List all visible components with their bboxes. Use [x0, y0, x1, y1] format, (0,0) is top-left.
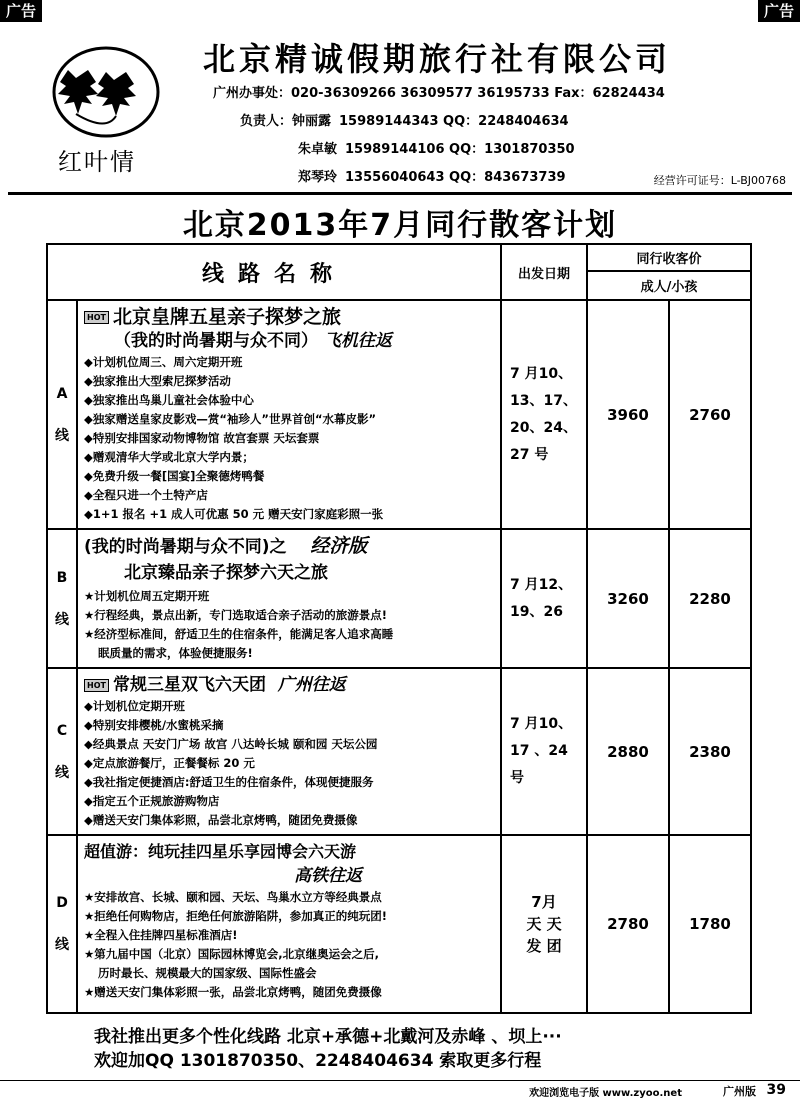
route-subtitle: （我的时尚暑期与众不同） 飞机往返	[114, 331, 392, 351]
website-link: 欢迎浏览电子版 www.zyoo.net	[529, 1088, 682, 1099]
feature: 历时最长、规模最大的国家级、国际性盛会	[98, 966, 317, 980]
feature: ★赠送天安门集体彩照一张，品尝北京烤鸭，随团免费摄像	[84, 985, 382, 999]
route-title: HOT 北京皇牌五星亲子探梦之旅	[84, 305, 494, 329]
line-label	[47, 835, 77, 1013]
feature: ★安排故宫、长城、颐和园、天坛、鸟巢水立方等经典景点	[84, 890, 382, 904]
route-cell	[77, 668, 501, 835]
route-subtitle: 北京臻品亲子探梦六天之旅	[124, 563, 328, 583]
feature: ◆定点旅游餐厅，正餐餐标 20 元	[84, 756, 255, 770]
route-cell	[77, 300, 501, 529]
line-letter: A	[56, 385, 68, 402]
col-date-header: 出发日期	[501, 244, 587, 300]
feature: ★第九届中国（北京）国际园林博览会,北京继奥运会之后,	[84, 947, 380, 961]
contact-phones: 15989144106 QQ：1301870350	[345, 142, 575, 157]
table-header-row	[47, 244, 751, 271]
line-letter: B	[56, 569, 68, 586]
departure-dates: 7 月10、 13、17、 20、24、 27 号	[501, 300, 587, 529]
line-suffix: 线	[55, 937, 69, 953]
footer-routes: 我社推出更多个性化线路 北京+承德+北戴河及赤峰 、坝上···	[94, 1027, 562, 1047]
child-price: 2380	[669, 668, 751, 835]
route-cell	[77, 529, 501, 668]
adult-price: 3960	[587, 300, 669, 529]
company-header	[8, 22, 792, 195]
col-price-subheader: 成人/小孩	[587, 271, 751, 300]
line-label	[47, 668, 77, 835]
feature: ◆1+1 报名 +1 成人可优惠 50 元 赠天安门家庭彩照一张	[84, 507, 384, 521]
contact-2	[298, 138, 575, 157]
table-row	[47, 529, 751, 668]
feature: ★拒绝任何购物店，拒绝任何旅游陷阱，参加真正的纯玩团!	[84, 909, 388, 923]
route-subtitle: 高铁往返	[294, 866, 362, 886]
contact-3	[298, 166, 566, 185]
departure-dates: 7 月10、 17 、24 号	[501, 668, 587, 835]
contact-name: 负责人：钟丽露	[240, 114, 332, 129]
edition-label: 广州版	[723, 1085, 756, 1098]
ad-label-left: 广告	[0, 0, 42, 22]
tour-plan-table	[46, 243, 752, 1014]
page-title: 北京2013年7月同行散客计划	[182, 208, 618, 243]
feature: 眠质量的需求，体验便捷服务!	[98, 646, 253, 660]
contact-phones: 15989144343 QQ：2248404634	[339, 114, 569, 129]
col-route-header: 线路名称	[47, 244, 501, 300]
route-title: HOT 常规三星双飞六天团 广州往返	[84, 673, 494, 697]
page-number: 39	[766, 1082, 786, 1098]
feature: ◆经典景点 天安门广场 故宫 八达岭长城 颐和园 天坛公园	[84, 737, 378, 751]
route-title: (我的时尚暑期与众不同)之 经济版	[84, 535, 368, 557]
feature: ◆计划机位周三、周六定期开班	[84, 355, 243, 369]
line-letter: C	[56, 722, 68, 739]
route-title: 超值游：纯玩挂四星乐享园博会六天游	[84, 842, 357, 861]
feature: ★经济型标准间，舒适卫生的住宿条件，能满足客人追求高睡	[84, 627, 394, 641]
feature: ★全程入住挂牌四星标准酒店!	[84, 928, 238, 942]
feature: ◆赠观清华大学或北京大学内景；	[84, 450, 254, 464]
child-price: 2760	[669, 300, 751, 529]
departure-dates: 7 月12、 19、26	[501, 529, 587, 668]
feature: ★行程经典，景点出新，专门选取适合亲子活动的旅游景点!	[84, 608, 388, 622]
adult-price: 2780	[587, 835, 669, 1013]
line-label	[47, 529, 77, 668]
feature: ◆赠送天安门集体彩照，品尝北京烤鸭，随团免费摄像	[84, 813, 358, 827]
footer-qq: 欢迎加QQ 1301870350、2248404634 索取更多行程	[94, 1051, 542, 1071]
feature: ◆指定五个正规旅游购物店	[84, 794, 220, 808]
feature: ◆特别安排樱桃/水蜜桃采摘	[84, 718, 224, 732]
hot-badge-icon: HOT	[84, 679, 109, 692]
feature: ◆独家推出大型索尼探梦活动	[84, 374, 231, 388]
child-price: 2280	[669, 529, 751, 668]
feature: ◆独家推出鸟巢儿童社会体验中心	[84, 393, 254, 407]
feature: ◆特别安排国家动物博物馆 故宫套票 天坛套票	[84, 431, 320, 445]
table-row	[47, 668, 751, 835]
office-contact: 广州办事处：020-36309266 36309577 36195733 Fax：62824434	[213, 86, 665, 101]
license-number: 经营许可证号：L-BJ00768	[653, 174, 786, 187]
feature: ◆计划机位定期开班	[84, 699, 185, 713]
contact-name: 朱卓敏	[298, 142, 338, 157]
feature: ◆免费升级一餐[国宴]全聚德烤鸭餐	[84, 469, 265, 483]
line-label	[47, 300, 77, 529]
col-price-header: 同行收客价	[587, 244, 751, 271]
feature: ★计划机位周五定期开班	[84, 589, 210, 603]
line-suffix: 线	[55, 427, 69, 444]
feature: ◆独家赠送皇家皮影戏—赏“袖珍人”世界首创“水幕皮影”	[84, 412, 377, 426]
contact-phones: 13556040643 QQ：843673739	[345, 170, 566, 185]
company-name: 北京精诚假期旅行社有限公司	[203, 40, 672, 78]
adult-price: 3260	[587, 529, 669, 668]
route-cell	[77, 835, 501, 1013]
logo-text: 红叶情	[58, 148, 136, 176]
line-letter: D	[56, 895, 68, 911]
child-price: 1780	[669, 835, 751, 1013]
contact-1	[240, 110, 569, 129]
line-suffix: 线	[55, 611, 69, 628]
page-footer	[0, 1080, 800, 1101]
feature: ◆我社指定便捷酒店:舒适卫生的住宿条件，体现便捷服务	[84, 775, 374, 789]
adult-price: 2880	[587, 668, 669, 835]
line-suffix: 线	[55, 764, 69, 781]
departure-dates: 7月 天 天 发 团	[501, 835, 587, 1013]
contact-name: 郑琴玲	[298, 170, 338, 185]
ad-label-right: 广告	[758, 0, 800, 22]
table-row	[47, 835, 751, 1013]
feature: ◆全程只进一个土特产店	[84, 488, 208, 502]
hot-badge-icon: HOT	[84, 311, 109, 324]
table-row	[47, 300, 751, 529]
